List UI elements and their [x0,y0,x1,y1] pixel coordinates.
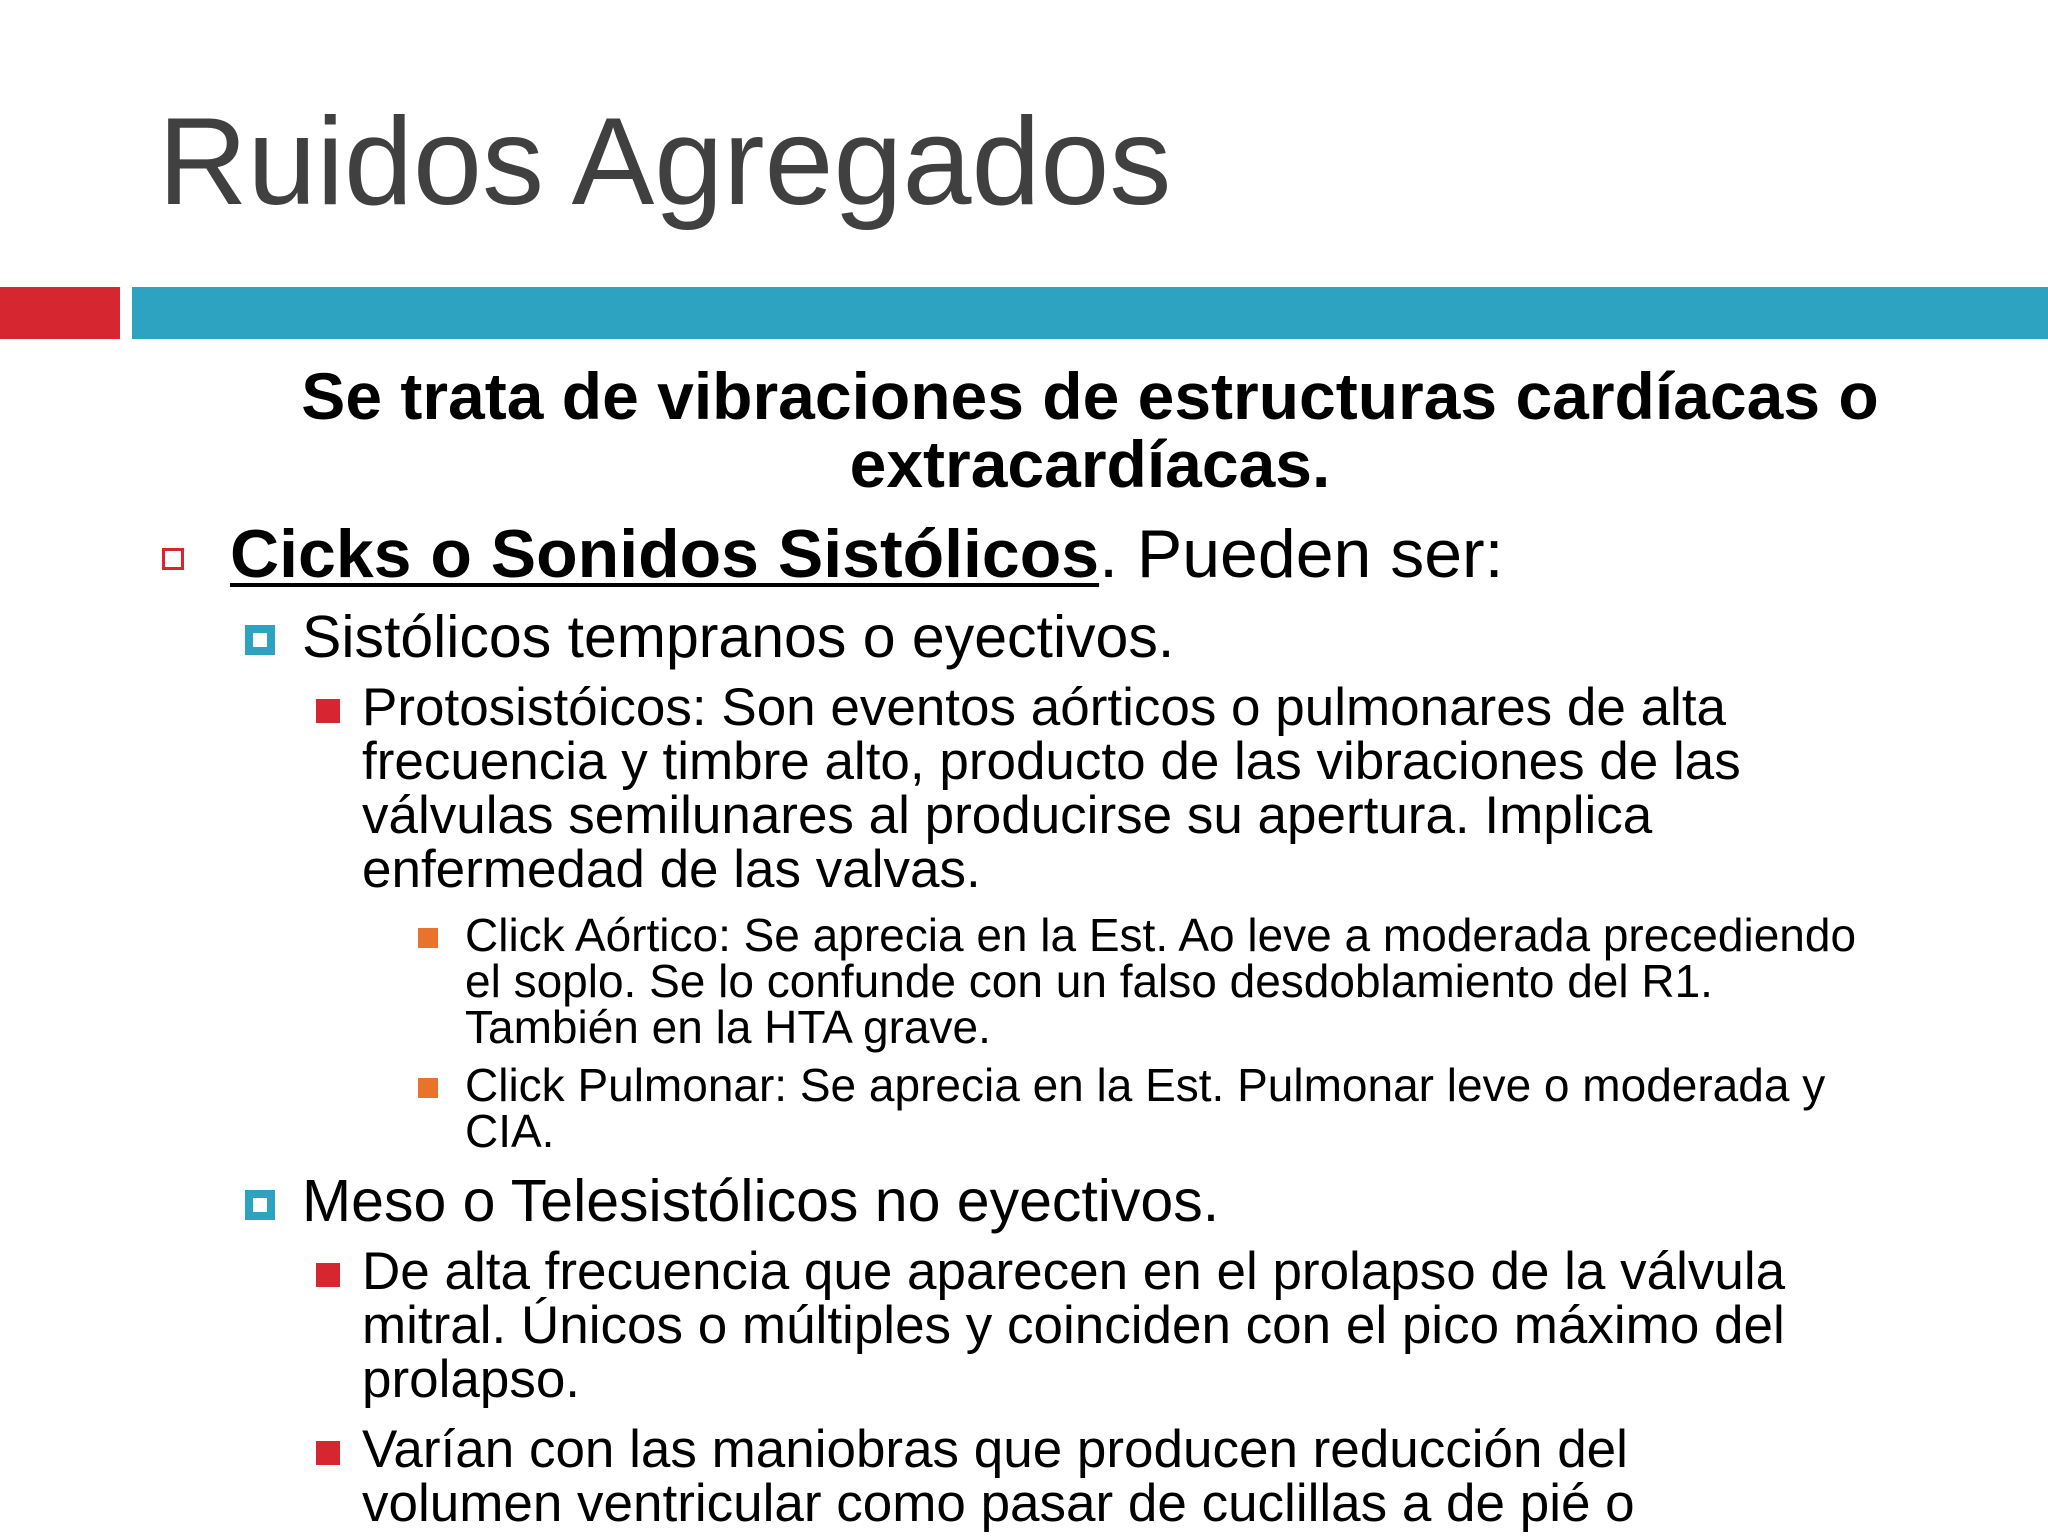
orange-square-bullet-icon [418,1078,438,1098]
point-protosistolicos-line-2: frecuencia y timbre alto, producto de las vibraciones de las [362,732,1741,791]
detail-click-aortico-line-3: También en la HTA grave. [465,1001,991,1053]
detail-click-aortico-line-2: el soplo. Se lo confunde con un falso desdoblamiento del R1. [465,955,1713,1007]
point-protosistolicos-line-4: enfermedad de las valvas. [362,840,981,899]
point-maniobras-line-1: Varían con las maniobras que producen reducción del [362,1420,1628,1479]
blue-square-bullet-icon [245,1190,275,1220]
accent-bar-blue [132,287,2048,339]
hollow-square-bullet-icon [162,548,184,570]
sub-item-tempranos: Sistólicos tempranos o eyectivos. [302,604,1175,670]
point-prolapso-line-1: De alta frecuencia que aparecen en el prolapso de la válvula [362,1242,1786,1301]
bullet-item-clicks [230,518,1504,590]
point-protosistolicos-line-3: válvulas semilunares al producirse su apertura. Implica [362,786,1653,845]
sub-item-telesistolicos: Meso o Telesistólicos no eyectivos. [302,1168,1220,1234]
red-square-bullet-icon [316,699,340,723]
point-protosistolicos-line-1: Protosistóicos: Son eventos aórticos o pulmonares de alta [362,678,1727,737]
point-prolapso-line-3: prolapso. [362,1350,581,1409]
detail-click-pulmonar-line-1: Click Pulmonar: Se aprecia en la Est. Pulmonar leve o moderada y [465,1059,1826,1111]
slide-title: Ruidos Agregados [158,93,1172,231]
item-heading: Cicks o Sonidos Sistólicos [230,516,1100,592]
red-square-bullet-icon [316,1263,340,1287]
detail-click-pulmonar-line-2: CIA. [465,1105,555,1157]
intro-statement: Se trata de vibraciones de estructuras cardíacas o extracardíacas. [301,359,1879,501]
accent-bar-red [0,287,120,339]
red-square-bullet-icon [316,1441,340,1465]
point-maniobras-line-2: volumen ventricular como pasar de cuclillas a de pié o [362,1474,1635,1533]
detail-click-aortico-line-1: Click Aórtico: Se aprecia en la Est. Ao leve a moderada precediendo [465,909,1857,961]
orange-square-bullet-icon [418,928,438,948]
point-prolapso-line-2: mitral. Únicos o múltiples y coinciden con el pico máximo del [362,1296,1785,1355]
blue-square-bullet-icon [245,625,275,655]
item-heading-rest: . Pueden ser: [1099,516,1504,592]
